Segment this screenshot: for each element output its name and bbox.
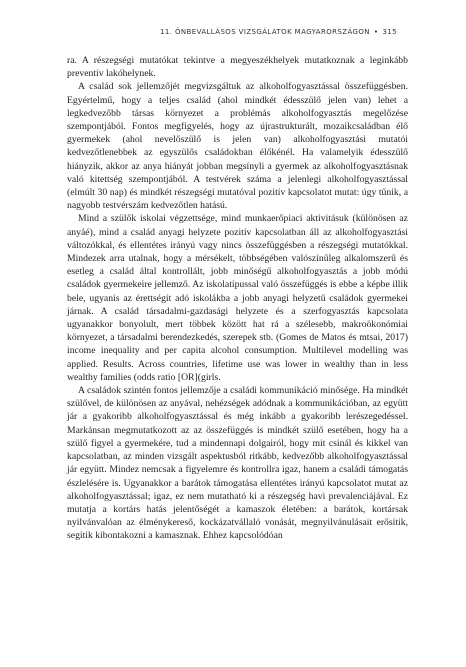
body-text [67, 54, 408, 543]
separator-dot: • [373, 28, 379, 36]
paragraph-socioeconomic: Mind a szülők iskolai végzettsége, mind munkaerőpiaci aktivitásuk (különösen az anyáé), mind a család anyagi helyzete pozitív kapcsolatban áll az alkoholfogyasztási változókkal, és ellentétes irányú vagy nincs összefüggésben a részegségi mutatókkal. Mindezek arra utalnak, hogy a mérsékelt, többségében valószínűleg alkalomszerű és esetleg a család által kontrollált, jobb minőségű alkoholfogyasztás a jobb módú családok gyermekeire jellemző. Az iskolatípussal való összefüggés is ebbe a képbe illik bele, ugyanis az érettségit adó iskolákba a jobb anyagi helyzetű családok gyermekei járnak. A család társadalmi-gazdasági helyzete és a szerfogyasztás kapcsolata ugyanakkor bonyolult, mert többek között hat rá a szélesebb, makroökonómiai környezet, a társadalmi berendezkedés, szerepek stb. (Gomes de Matos és mtsai, 2017) income inequality and per capita alcohol consumption. Multilevel modelling was applied. Results. Across countries, lifetime use was lower in wealthy than in less wealthy families (odds ratio [OR](girls. [67, 213, 408, 383]
running-head [160, 28, 397, 36]
chapter-title: 11. ÖNBEVALLÁSOS VIZSGÁLATOK MAGYARORSZÁGON [160, 28, 370, 36]
page-number: 315 [382, 28, 397, 36]
paragraph-continuation: ra. A részegségi mutatókat tekintve a megyeszékhelyek mutatkoznak a leginkább preventív lakóhelynek. [67, 55, 408, 80]
paragraph-family-communication: A családok szintén fontos jellemzője a családi kommunikáció minősége. Ha mindkét szülővel, de különösen az anyával, nehézségek adódnak a kommunikációban, az együtt jár a gyakoribb alkoholfogyasztással és még inkább a gyakoribb lerészegedéssel. Markánsan megmutatkozott az az összefüggés is mindkét szülő esetében, hogy ha a szülő figyel a gyermekére, tud a mindennapi dolgairól, hogy mit csinál és kikkel van kapcsolatban, az minden vizsgált aspektusból ritkább, kedvezőbb alkoholfogyasztással jár együtt. Mindez nemcsak a figyelemre és kontrollra igaz, hanem a családi támogatás észlelésére is. Ugyanakkor a barátok támogatása ellentétes irányú kapcsolatot mutat az alkoholfogyasztással; igaz, ez nem mutatható ki a részegség havi prevalenciájával. Ez mutatja a kortárs hatás jelentőségét a kamaszok életében: a barátok, kortársak nyilvánvalóan az élménykereső, kockázatvállaló vonását, megnyilvánulásait erősítik, segítik kibontakozni a kamasznak. Ehhez kapcsolódóan [67, 385, 408, 542]
paragraph-family-structure: A család sok jellemzőjét megvizsgáltuk az alkoholfogyasztással összefüggésben. Egyértelmű, hogy a teljes család (ahol mindkét édesszülő jelen van) lehet a legkedvezőbb társas környezet a problémás alkoholfogyasztás megelőzése szempontjából. Fontos megfigyelés, hogy az újrastrukturált, mozaikcsaládban élő gyermekek (ahol nevelőszülő is jelen van) alkoholfogyasztási mutatói kedvezőtlenebbek az egyszülős családokban élőkénél. Ha valamelyik édesszülő hiányzik, akkor az anya hiányát jobban megsínyli a gyermek az alkoholfogyasztásnak való kitettség szempontjából. A testvérek száma a jelenlegi alkoholfogyasztással (elmúlt 30 nap) és mindkét részegségi mutatóval pozitív kapcsolatot mutat: úgy tűnik, a nagyobb testvérszám kedvezőtlen hatású. [67, 81, 408, 212]
